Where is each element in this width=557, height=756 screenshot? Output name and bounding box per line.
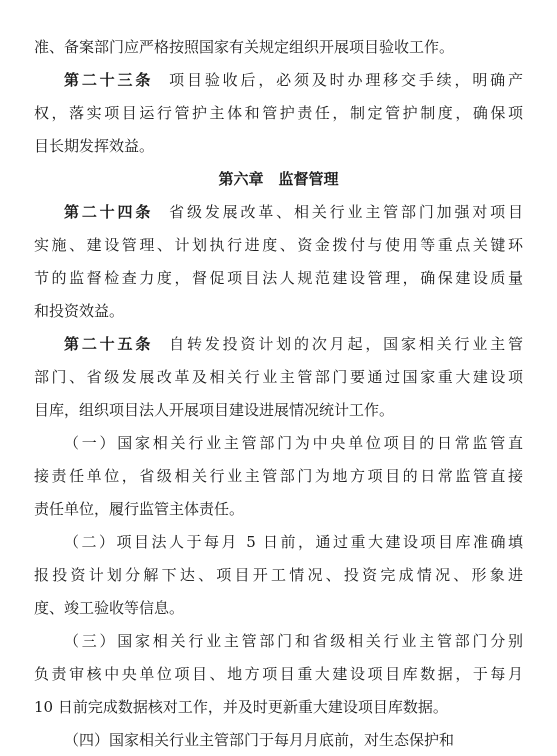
text-line: 责任单位，履行监管主体责任。 bbox=[34, 500, 245, 518]
chapter-title: 第六章 监督管理 bbox=[218, 170, 339, 188]
text-line: 实施、建设管理、计划执行进度、资金拨付与使用等重点关键环 bbox=[34, 236, 523, 254]
text-line: 10 日前完成数据核对工作，并及时更新重大建设项目库数据。 bbox=[34, 698, 448, 716]
article-heading: 第二十五条 bbox=[64, 335, 154, 353]
text-line: （二）项目法人于每月 5 日前，通过重大建设项目库准确填 bbox=[64, 533, 523, 551]
text-line: 项目验收后，必须及时办理移交手续，明确产 bbox=[169, 71, 523, 89]
article-heading: 第二十四条 bbox=[64, 203, 154, 221]
article-23-line bbox=[64, 70, 523, 90]
text-line: 接责任单位，省级相关行业主管部门为地方项目的日常监管直接 bbox=[34, 467, 523, 485]
text-line: 部门、省级发展改革及相关行业主管部门要通过国家重大建设项 bbox=[34, 368, 523, 386]
text-line: 负责审核中央单位项目、地方项目重大建设项目库数据，于每月 bbox=[34, 665, 523, 683]
text-line: （一）国家相关行业主管部门为中央单位项目的日常监管直 bbox=[64, 434, 523, 452]
article-heading: 第二十三条 bbox=[64, 71, 154, 89]
text-line: 度、竣工验收等信息。 bbox=[34, 599, 185, 617]
text-line: 报投资计划分解下达、项目开工情况、投资完成情况、形象进 bbox=[34, 566, 523, 584]
text-line: 目长期发挥效益。 bbox=[34, 137, 155, 155]
text-line: 省级发展改革、相关行业主管部门加强对项目 bbox=[169, 203, 523, 221]
text-line: 目库，组织项目法人开展项目建设进展情况统计工作。 bbox=[34, 401, 395, 419]
text-line: （四）国家相关行业主管部门于每月月底前，对生态保护和 bbox=[64, 731, 455, 749]
text-line: 权，落实项目运行管护主体和管护责任，制定管护制度，确保项 bbox=[34, 104, 523, 122]
article-25-line bbox=[64, 334, 523, 354]
text-line: （三）国家相关行业主管部门和省级相关行业主管部门分别 bbox=[64, 632, 523, 650]
text-line: 准、备案部门应严格按照国家有关规定组织开展项目验收工作。 bbox=[34, 38, 455, 56]
text-line: 节的监督检查力度，督促项目法人规范建设管理，确保建设质量 bbox=[34, 269, 523, 287]
text-line: 和投资效益。 bbox=[34, 302, 125, 320]
text-line: 自转发投资计划的次月起，国家相关行业主管 bbox=[169, 335, 523, 353]
article-24-line bbox=[64, 202, 523, 222]
